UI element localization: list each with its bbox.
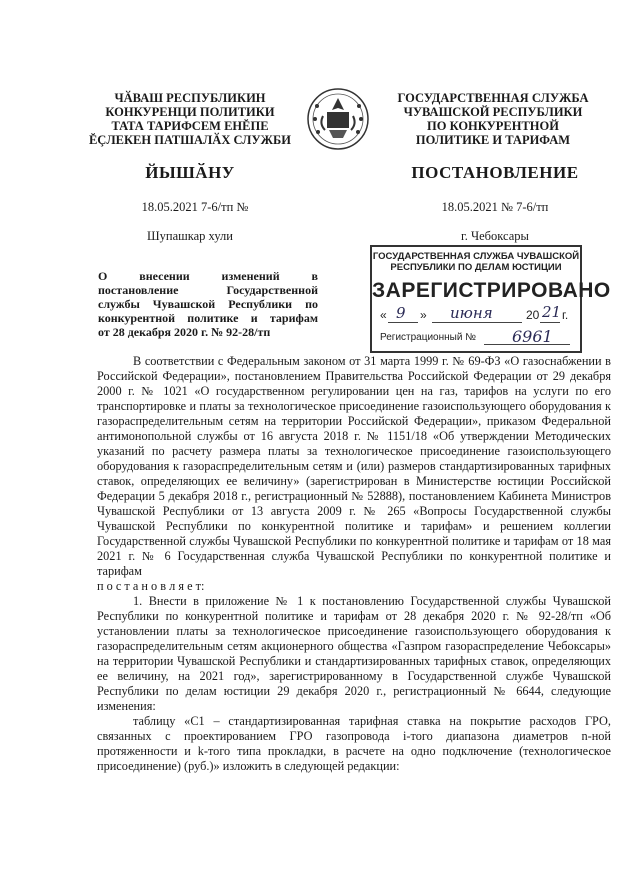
stamp-reg-row (380, 327, 572, 347)
header-left-line-3: ТАТА ТАРИФСЕМ ЕНĔПЕ (111, 119, 269, 133)
body-paragraph-2: 1. Внести в приложение № 1 к постановлению Государственной службы Чувашской Республики по конкурентной политике и тарифам от 28 декабря 2020 г. № 92-28/тп «Об установлении платы за технологическое присоединение газоиспользующего оборудования к газораспределительным сетям акционерного общества «Газпром газораспределение Чебоксары» на территории Чувашской Республики и стандартизированных тарифных ставок, определяющих ее величину, на 2021 год», зарегистрированному в Государственной службе Чувашской Республики по делам юстиции 29 декабря 2020 г., регистрационный № 6644, следующие изменения: (97, 594, 611, 713)
header-left-org (70, 91, 310, 147)
left-date-number: 18.05.2021 7-6/тп № (141, 200, 249, 214)
left-document-title: ЙЫШӐНУ (145, 163, 235, 182)
header-left-line-2: КОНКУРЕНЦИ ПОЛИТИКИ (105, 105, 275, 119)
stamp-year-mark: г. (562, 308, 569, 322)
registration-stamp (370, 245, 611, 353)
stamp-registered: ЗАРЕГИСТРИРОВАНО (372, 279, 611, 302)
header-left-line-4: ĔÇЛЕКЕН ПАТШАЛӐХ СЛУЖБИ (88, 133, 292, 147)
stamp-date-row (380, 303, 572, 325)
subject-line-4: конкурентной политике и тарифам (98, 311, 318, 325)
stamp-month: июня (450, 304, 493, 322)
header-right-line-2: ЧУВАШСКОЙ РЕСПУБЛИКИ (403, 105, 583, 119)
body-paragraph-3: таблицу «С1 – стандартизированная тарифная ставка на покрытие расходов ГРО, связанных с проектированием ГРО газопровода i-того диапазона диаметров n-ной протяженности и k-того типа прокладки, в расчете на одно подключение (технологическое присоединение) (руб.)» изложить в следующей редакции: (97, 714, 611, 773)
header-left-line-1: ЧӐВАШ РЕСПУБЛИКИН (114, 91, 266, 105)
stamp-line-2: РЕСПУБЛИКИ ПО ДЕЛАМ ЮСТИЦИИ (390, 262, 562, 273)
stamp-year-prefix: 20 (526, 308, 540, 322)
subject-line-5: от 28 декабря 2020 г. № 92-28/тп (98, 325, 271, 339)
right-document-title: ПОСТАНОВЛЕНИЕ (411, 163, 579, 182)
stamp-quote-close: » (420, 308, 427, 322)
header-right-line-3: ПО КОНКУРЕНТНОЙ (427, 119, 559, 133)
document-body (97, 354, 611, 774)
stamp-reg-number: 6961 (512, 327, 553, 346)
right-city: г. Чебоксары (461, 229, 529, 243)
document-subject (98, 269, 318, 339)
stamp-line-1: ГОСУДАРСТВЕННАЯ СЛУЖБА ЧУВАШСКОЙ (372, 251, 580, 262)
subject-line-1: О внесении изменений в (98, 269, 318, 283)
body-paragraph-1: В соответствии с Федеральным законом от 31 марта 1999 г. № 69-ФЗ «О газоснабжении в Российской Федерации», постановлением Правительства Российской Федерации от 29 декабря 2000 г. № 1021 «О государственном регулировании цен на газ, тарифов на услуги по его транспортировке и платы за технологическое присоединение газоиспользующего оборудования к газораспределительным сетям на территории Российской Федерации», приказом Федеральной антимонопольной службы от 16 августа 2018 г. № 1151/18 «Об утверждении Методических указаний по расчету размера платы за технологическое присоединение газоиспользующего оборудования к газораспределительным сетям и (или) размеров стандартизированных тарифных ставок, определяющих ее величину» (зарегистрирован в Министерстве юстиции Российской Федерации 5 декабря 2018 г., регистрационный № 52888), постановлением Кабинета Министров Чувашской Республики от 13 августа 2009 г. № 265 «Вопросы Государственной службы Чувашской Республики по конкурентной политике и тарифам» и решением коллегии Государственной службы Чувашской Республики по конкурентной политике и тарифам от 18 мая 2021 г. № 6 Государственная служба Чувашской Республики по конкурентной политике и тарифам (97, 354, 611, 578)
chuvash-emblem-icon (305, 86, 371, 152)
subject-line-3: службы Чувашской Республики по (98, 297, 318, 311)
stamp-reg-label: Регистрационный № (380, 332, 476, 343)
header-right-org (368, 91, 618, 147)
right-date-number: 18.05.2021 № 7-6/тп (441, 200, 549, 214)
header-right-line-4: ПОЛИТИКЕ И ТАРИФАМ (415, 133, 571, 147)
left-city: Шупашкар хули (147, 229, 233, 243)
stamp-quote-open: « (380, 308, 387, 322)
subject-line-2: постановление Государственной (98, 283, 318, 297)
body-enacting-clause: п о с т а н о в л я е т: (97, 579, 205, 593)
header-right-line-1: ГОСУДАРСТВЕННАЯ СЛУЖБА (397, 91, 589, 105)
stamp-year-suffix: 21 (542, 303, 562, 321)
stamp-day: 9 (396, 304, 406, 322)
